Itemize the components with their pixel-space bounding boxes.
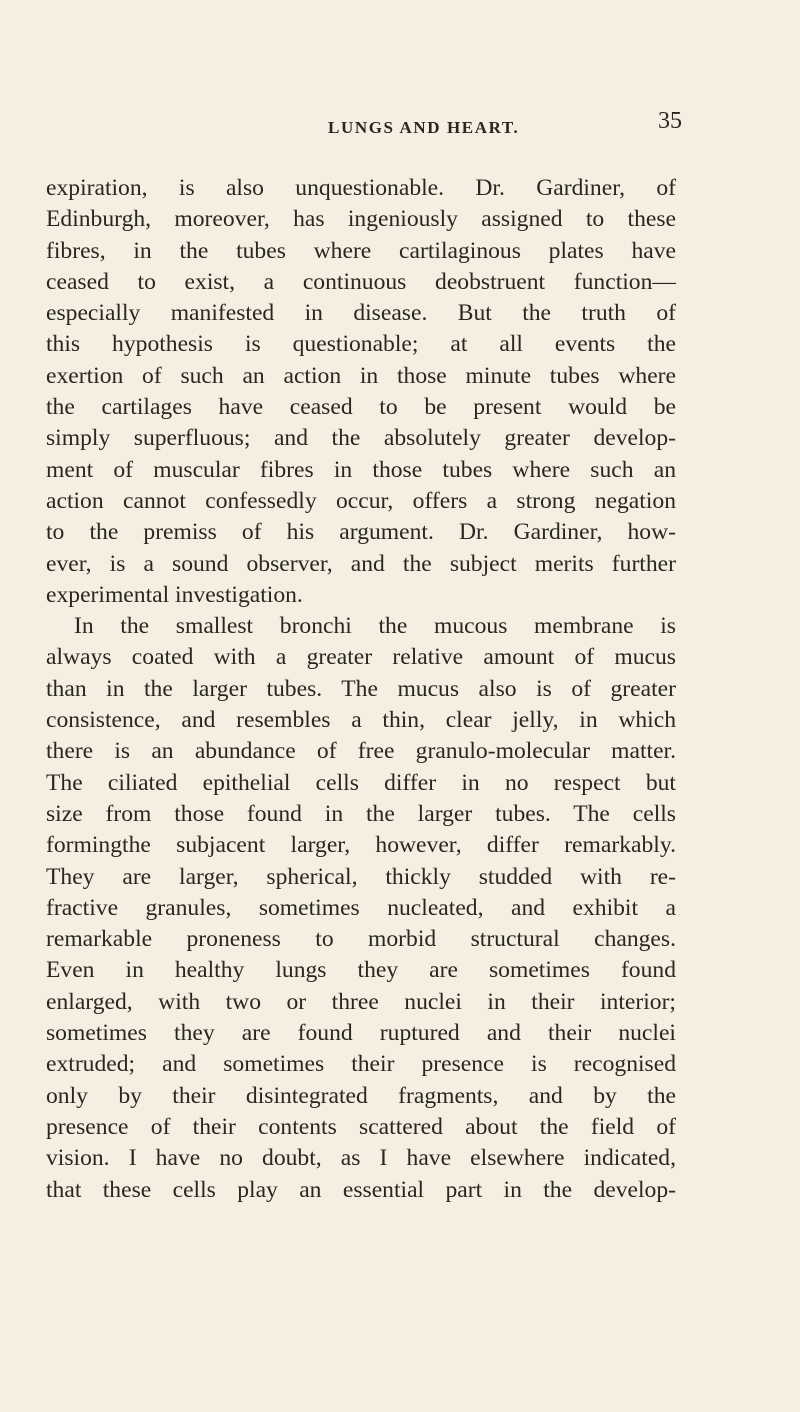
- text-line: to the premiss of his argument. Dr. Gardiner, how-: [46, 519, 676, 546]
- text-line: only by their disintegrated fragments, and by the: [46, 1082, 676, 1109]
- text-line: always coated with a greater relative amount of mucus: [46, 644, 676, 671]
- text-line: ment of muscular fibres in those tubes where such an: [46, 456, 676, 483]
- text-line: Even in healthy lungs they are sometimes found: [46, 957, 676, 984]
- text-line: action cannot confessedly occur, offers a strong negation: [46, 487, 676, 514]
- text-line: formingthe subjacent larger, however, differ remarkably.: [46, 832, 676, 859]
- text-line: than in the larger tubes. The mucus also is of greater: [46, 675, 676, 702]
- text-line: consistence, and resembles a thin, clear jelly, in which: [46, 707, 676, 734]
- text-line: size from those found in the larger tubes. The cells: [46, 800, 676, 827]
- text-line: extruded; and sometimes their presence is recognised: [46, 1051, 676, 1078]
- text-line: They are larger, spherical, thickly studded with re-: [46, 863, 676, 890]
- body-text: [46, 173, 676, 1206]
- text-line: The ciliated epithelial cells differ in no respect but: [46, 769, 676, 796]
- text-line: sometimes they are found ruptured and their nuclei: [46, 1020, 676, 1047]
- text-line: that these cells play an essential part in the develop-: [46, 1176, 676, 1203]
- text-line: enlarged, with two or three nuclei in their interior;: [46, 988, 676, 1015]
- text-line: simply superfluous; and the absolutely greater develop-: [46, 425, 676, 452]
- text-line: experimental investigation.: [46, 581, 303, 608]
- text-line: vision. I have no doubt, as I have elsewhere indicated,: [46, 1145, 676, 1172]
- text-line: ceased to exist, a continuous deobstruent function—: [46, 268, 676, 295]
- running-title: LUNGS AND HEART.: [328, 118, 520, 137]
- text-line: there is an abundance of free granulo-molecular matter.: [46, 738, 676, 765]
- text-line: especially manifested in disease. But the truth of: [46, 300, 676, 327]
- page-number: 35: [658, 108, 682, 134]
- text-line: remarkable proneness to morbid structural changes.: [46, 926, 676, 953]
- paragraph-first-line: In the smallest bronchi the mucous membrane is: [74, 613, 676, 640]
- text-line: expiration, is also unquestionable. Dr. Gardiner, of: [46, 175, 676, 201]
- text-line: the cartilages have ceased to be present would be: [46, 394, 676, 421]
- text-line: fibres, in the tubes where cartilaginous plates have: [46, 237, 676, 264]
- text-line: presence of their contents scattered about the field of: [46, 1113, 676, 1140]
- text-line: Edinburgh, moreover, has ingeniously assigned to these: [46, 206, 676, 233]
- text-line: this hypothesis is questionable; at all events the: [46, 331, 676, 358]
- text-line: exertion of such an action in those minute tubes where: [46, 362, 676, 389]
- text-line: fractive granules, sometimes nucleated, and exhibit a: [46, 894, 676, 921]
- text-line: ever, is a sound observer, and the subject merits further: [46, 550, 676, 577]
